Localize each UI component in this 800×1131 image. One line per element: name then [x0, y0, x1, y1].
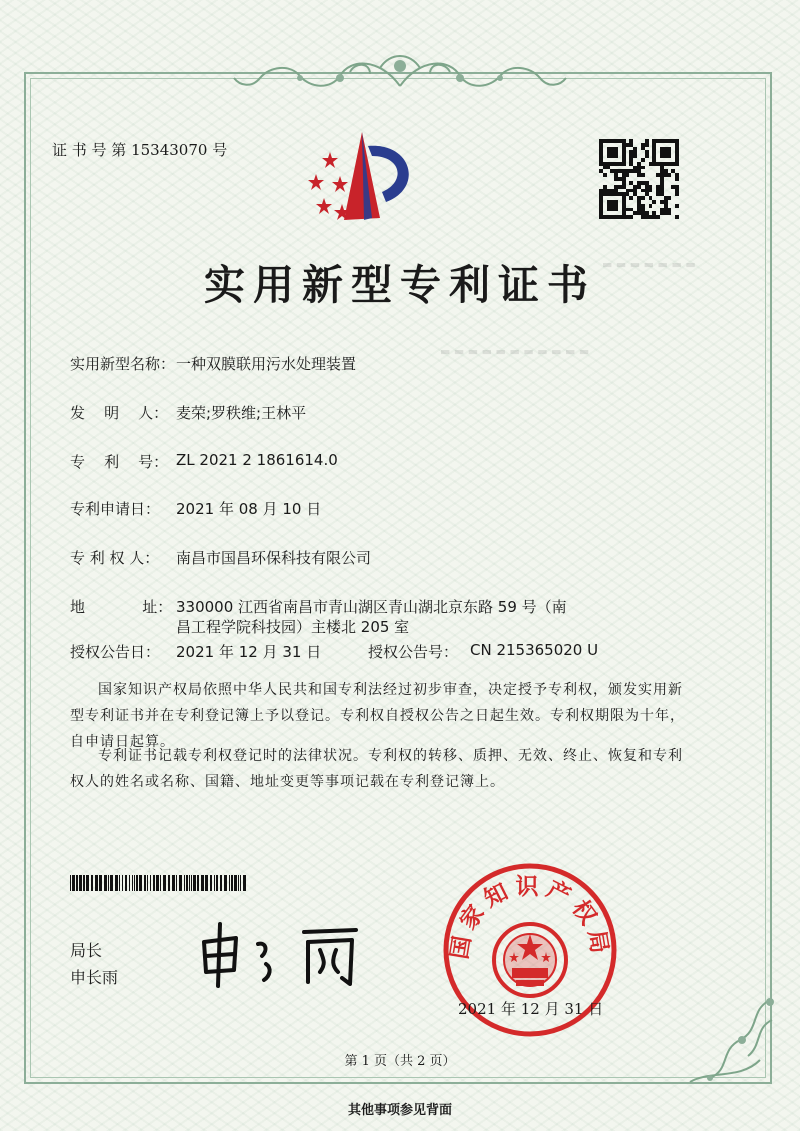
barcode-bar: [83, 875, 85, 891]
barcode-bar: [186, 875, 188, 891]
patent-number-label: 专 利 号：: [70, 453, 169, 471]
address-label: 地 址：: [70, 598, 173, 616]
barcode-bar: [163, 875, 166, 891]
barcode-bar: [184, 875, 185, 891]
barcode-bar: [179, 875, 182, 891]
barcode-bar: [79, 875, 82, 891]
barcode-bar: [86, 875, 89, 891]
barcode-bar: [134, 875, 135, 891]
barcode-bar: [231, 875, 233, 891]
legal-status-paragraph: 专利证书记载专利权登记时的法律状况。专利权的转移、质押、无效、终止、恢复和专利权人的姓名或名称、国籍、地址变更等事项记载在专利登记簿上。: [70, 748, 683, 790]
patent-number-value: ZL 2021 2 1861614.0: [176, 451, 338, 469]
barcode-bar: [234, 875, 237, 891]
seal-date: 2021 年 12 月 31 日: [458, 1000, 604, 1018]
barcode-bar: [201, 875, 204, 891]
director-title: 局长: [70, 941, 103, 960]
announcement-number-value: CN 215365020 U: [470, 641, 599, 659]
certificate-number: 证 书 号 第 15343070 号: [52, 141, 228, 159]
top-ornament: [230, 48, 570, 98]
barcode-bar: [136, 875, 138, 891]
barcode-bar: [144, 875, 146, 891]
barcode-bar: [119, 875, 120, 891]
barcode-bar: [224, 875, 227, 891]
barcode-bar: [176, 875, 177, 891]
corner-ornament: [650, 990, 780, 1090]
address-line-1: 330000 江西省南昌市青山湖区青山湖北京东路 59 号（南: [176, 598, 567, 616]
barcode-bar: [122, 875, 123, 891]
announcement-date-value: 2021 年 12 月 31 日: [176, 643, 322, 661]
barcode-bar: [104, 875, 107, 891]
director-name: 申长雨: [70, 968, 119, 987]
barcode-bar: [150, 875, 151, 891]
barcode-bar: [168, 875, 170, 891]
handwritten-signature: [196, 920, 366, 990]
watermark-text: ▬ ▬ ▬ ▬ ▬ ▬ ▬ ▬ ▬ ▬ ▬: [440, 345, 590, 358]
patentee-value: 南昌市国昌环保科技有限公司: [176, 549, 372, 567]
barcode-bar: [99, 875, 102, 891]
barcode-bar: [91, 875, 93, 891]
address-line-2: 昌工程学院科技园）主楼北 205 室: [176, 618, 410, 636]
barcode-bar: [156, 875, 159, 891]
barcode-bar: [197, 875, 199, 891]
announcement-number-label: 授权公告号：: [368, 643, 459, 661]
barcode-bar: [115, 875, 118, 891]
barcode-bar: [125, 875, 127, 891]
barcode-bar: [189, 875, 190, 891]
filing-date-value: 2021 年 08 月 10 日: [176, 500, 322, 518]
patent-office-logo: [302, 130, 430, 230]
barcode-bar: [240, 875, 241, 891]
svg-text:国家知识产权局: 国家知识产权局: [446, 874, 614, 962]
barcode-bar: [193, 875, 196, 891]
barcode-bar: [132, 875, 133, 891]
barcode-bar: [139, 875, 142, 891]
barcode-bar: [216, 875, 218, 891]
qr-code: [599, 139, 679, 219]
barcode-bar: [214, 875, 215, 891]
back-note: 其他事项参见背面: [347, 1103, 452, 1118]
announcement-date-label: 授权公告日：: [70, 643, 161, 661]
barcode-bar: [191, 875, 192, 891]
barcode-bar: [108, 875, 109, 891]
barcode-bar: [220, 875, 222, 891]
inventor-label: 发 明 人：: [70, 404, 169, 422]
barcode-bar: [243, 875, 246, 891]
filing-date-label: 专利申请日：: [70, 500, 161, 518]
barcode-bar: [110, 875, 113, 891]
utility-model-name-label: 实用新型名称：: [70, 355, 176, 373]
inventor-value: 麦荣;罗秩维;王林平: [176, 404, 307, 422]
barcode-bar: [72, 875, 75, 891]
barcode-bar: [205, 875, 208, 891]
watermark-text: ▬ ▬ ▬ ▬ ▬ ▬ ▬: [602, 258, 696, 271]
utility-model-name-value: 一种双膜联用污水处理装置: [176, 355, 357, 373]
grant-paragraph: 国家知识产权局依照中华人民共和国专利法经过初步审查，决定授予专利权，颁发实用新型专利证书并在专利登记簿上予以登记。专利权自授权公告之日起生效。专利权期限为十年，自申请日起算。: [70, 682, 685, 750]
barcode-bar: [229, 875, 230, 891]
barcode-bar: [172, 875, 175, 891]
barcode-bar: [147, 875, 148, 891]
barcode-bar: [70, 875, 71, 891]
barcode-bar: [238, 875, 239, 891]
patentee-label: 专 利 权 人：: [70, 549, 160, 567]
barcode-bar: [129, 875, 130, 891]
barcode-bar: [160, 875, 161, 891]
certificate-title: 实用新型专利证书: [204, 261, 596, 309]
barcode-bar: [95, 875, 98, 891]
barcode-bar: [76, 875, 78, 891]
barcode: [70, 875, 282, 891]
barcode-bar: [210, 875, 212, 891]
barcode-bar: [153, 875, 155, 891]
page-indicator: 第 1 页（共 2 页）: [344, 1054, 456, 1069]
